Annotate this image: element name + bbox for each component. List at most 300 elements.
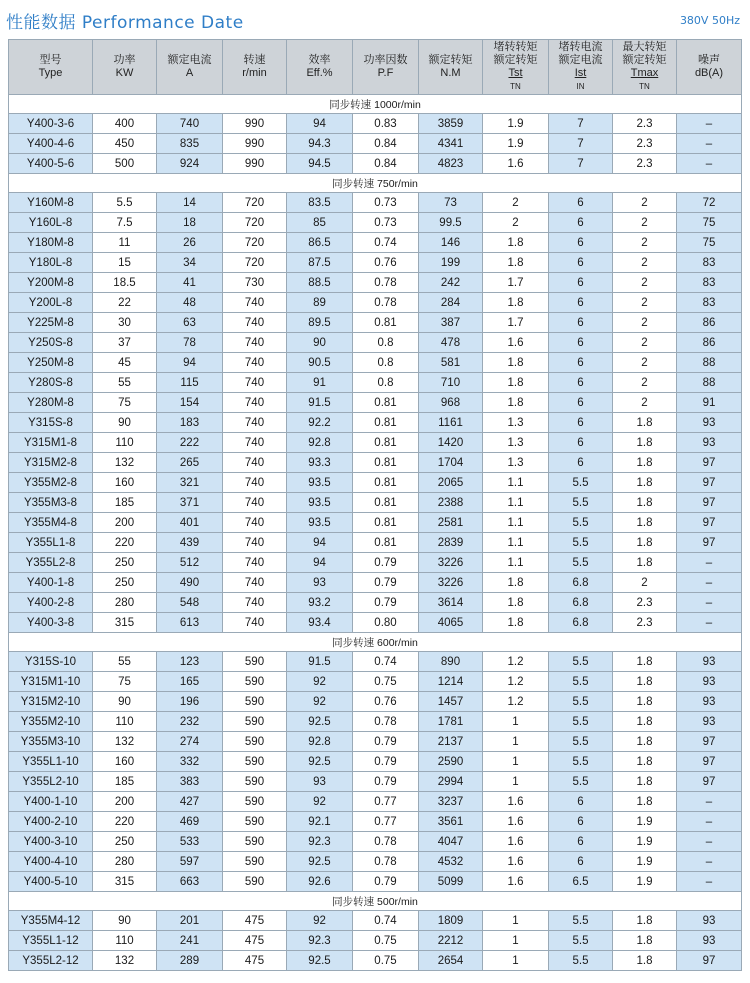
cell-type: Y160L-8 [9, 213, 93, 233]
cell-power: 132 [93, 951, 157, 971]
col-header-current-cn: 额定电流 [167, 54, 212, 66]
cell-torque: 890 [419, 652, 483, 672]
section-label: 同步转速 500r/min [9, 892, 742, 911]
col-header-power-factor-cn: 功率因数 [363, 54, 408, 66]
cell-current: 289 [157, 951, 223, 971]
cell-locked-current-ratio: 7 [549, 114, 613, 134]
cell-locked-torque-ratio: 1.8 [483, 593, 549, 613]
cell-speed: 740 [223, 493, 287, 513]
cell-locked-torque-ratio: 1.8 [483, 353, 549, 373]
cell-power-factor: 0.84 [353, 134, 419, 154]
cell-noise: 97 [677, 752, 742, 772]
cell-efficiency: 88.5 [287, 273, 353, 293]
cell-locked-current-ratio: 6.8 [549, 573, 613, 593]
cell-power-factor: 0.79 [353, 872, 419, 892]
cell-torque: 4065 [419, 613, 483, 633]
cell-speed: 990 [223, 114, 287, 134]
cell-noise: 93 [677, 413, 742, 433]
cell-power-factor: 0.75 [353, 951, 419, 971]
cell-power: 160 [93, 752, 157, 772]
cell-current: 222 [157, 433, 223, 453]
cell-efficiency: 90.5 [287, 353, 353, 373]
col-header-power-factor [353, 40, 419, 95]
cell-efficiency: 92.2 [287, 413, 353, 433]
cell-power: 90 [93, 911, 157, 931]
cell-locked-torque-ratio: 1 [483, 911, 549, 931]
cell-locked-torque-ratio: 1.6 [483, 872, 549, 892]
cell-type: Y315M1-8 [9, 433, 93, 453]
cell-max-torque-ratio: 2 [613, 253, 677, 273]
col-header-max-torque-sym: Tmax [630, 67, 659, 79]
cell-max-torque-ratio: 2 [613, 573, 677, 593]
cell-type: Y400-2-8 [9, 593, 93, 613]
cell-noise: 93 [677, 712, 742, 732]
col-header-torque-unit: N.M [440, 67, 461, 79]
cell-locked-current-ratio: 6 [549, 832, 613, 852]
cell-locked-torque-ratio: 1.2 [483, 652, 549, 672]
cell-noise: 93 [677, 672, 742, 692]
voltage-frequency-spec: 380V 50Hz [679, 14, 740, 27]
cell-efficiency: 94 [287, 553, 353, 573]
cell-current: 613 [157, 613, 223, 633]
cell-type: Y355M2-10 [9, 712, 93, 732]
cell-torque: 2581 [419, 513, 483, 533]
table-row [9, 373, 742, 393]
cell-power-factor: 0.80 [353, 613, 419, 633]
cell-torque: 968 [419, 393, 483, 413]
cell-noise: – [677, 573, 742, 593]
cell-noise: 93 [677, 652, 742, 672]
cell-type: Y355L1-8 [9, 533, 93, 553]
cell-speed: 740 [223, 573, 287, 593]
cell-current: 663 [157, 872, 223, 892]
cell-speed: 590 [223, 872, 287, 892]
cell-efficiency: 87.5 [287, 253, 353, 273]
table-row [9, 752, 742, 772]
cell-current: 94 [157, 353, 223, 373]
col-header-efficiency [287, 40, 353, 95]
cell-locked-current-ratio: 6 [549, 353, 613, 373]
cell-noise: 93 [677, 931, 742, 951]
cell-type: Y280M-8 [9, 393, 93, 413]
cell-efficiency: 92.3 [287, 931, 353, 951]
cell-locked-torque-ratio: 1.7 [483, 273, 549, 293]
col-header-speed [223, 40, 287, 95]
cell-locked-current-ratio: 5.5 [549, 951, 613, 971]
table-row [9, 273, 742, 293]
cell-locked-torque-ratio: 1.1 [483, 553, 549, 573]
cell-noise: 72 [677, 193, 742, 213]
cell-noise: 91 [677, 393, 742, 413]
cell-locked-current-ratio: 6 [549, 413, 613, 433]
cell-max-torque-ratio: 1.8 [613, 433, 677, 453]
col-header-locked-current-den: IN [576, 82, 585, 91]
cell-locked-current-ratio: 5.5 [549, 712, 613, 732]
cell-noise: – [677, 832, 742, 852]
cell-power: 450 [93, 134, 157, 154]
cell-torque: 710 [419, 373, 483, 393]
cell-type: Y315S-10 [9, 652, 93, 672]
table-row [9, 573, 742, 593]
cell-speed: 475 [223, 911, 287, 931]
col-header-speed-cn: 转速 [243, 54, 266, 66]
col-header-efficiency-unit: Eff.% [306, 67, 333, 79]
cell-type: Y250M-8 [9, 353, 93, 373]
cell-power: 45 [93, 353, 157, 373]
cell-current: 48 [157, 293, 223, 313]
table-row [9, 413, 742, 433]
cell-max-torque-ratio: 1.8 [613, 453, 677, 473]
col-header-locked-torque-l1: 堵转转矩 [493, 41, 538, 53]
cell-power: 110 [93, 712, 157, 732]
cell-max-torque-ratio: 1.8 [613, 672, 677, 692]
cell-locked-torque-ratio: 1.3 [483, 433, 549, 453]
cell-current: 63 [157, 313, 223, 333]
cell-max-torque-ratio: 1.8 [613, 652, 677, 672]
cell-power-factor: 0.77 [353, 792, 419, 812]
table-row [9, 453, 742, 473]
cell-noise: – [677, 852, 742, 872]
cell-locked-torque-ratio: 1.8 [483, 613, 549, 633]
cell-torque: 581 [419, 353, 483, 373]
cell-speed: 590 [223, 832, 287, 852]
cell-noise: 88 [677, 353, 742, 373]
cell-torque: 284 [419, 293, 483, 313]
col-header-type-cn: 型号 [39, 54, 62, 66]
table-row [9, 253, 742, 273]
cell-torque: 3237 [419, 792, 483, 812]
cell-max-torque-ratio: 2 [613, 393, 677, 413]
cell-torque: 1420 [419, 433, 483, 453]
cell-power-factor: 0.79 [353, 573, 419, 593]
cell-current: 201 [157, 911, 223, 931]
cell-locked-current-ratio: 6 [549, 393, 613, 413]
cell-max-torque-ratio: 1.9 [613, 872, 677, 892]
cell-efficiency: 93.2 [287, 593, 353, 613]
cell-locked-current-ratio: 5.5 [549, 652, 613, 672]
cell-max-torque-ratio: 2.3 [613, 114, 677, 134]
cell-type: Y160M-8 [9, 193, 93, 213]
cell-current: 196 [157, 692, 223, 712]
cell-speed: 740 [223, 433, 287, 453]
cell-power-factor: 0.77 [353, 812, 419, 832]
cell-torque: 1809 [419, 911, 483, 931]
cell-power: 250 [93, 573, 157, 593]
cell-efficiency: 92 [287, 692, 353, 712]
cell-type: Y400-2-10 [9, 812, 93, 832]
col-header-locked-torque-ratio [483, 40, 549, 95]
cell-locked-torque-ratio: 1.6 [483, 812, 549, 832]
cell-type: Y400-3-10 [9, 832, 93, 852]
cell-speed: 740 [223, 453, 287, 473]
cell-power: 110 [93, 931, 157, 951]
cell-locked-current-ratio: 6.8 [549, 613, 613, 633]
cell-power: 15 [93, 253, 157, 273]
cell-torque: 1781 [419, 712, 483, 732]
cell-power-factor: 0.81 [353, 413, 419, 433]
cell-power: 160 [93, 473, 157, 493]
cell-power: 22 [93, 293, 157, 313]
cell-speed: 740 [223, 313, 287, 333]
col-header-current [157, 40, 223, 95]
cell-locked-torque-ratio: 1.2 [483, 672, 549, 692]
cell-noise: 93 [677, 433, 742, 453]
table-row [9, 134, 742, 154]
cell-efficiency: 93 [287, 772, 353, 792]
cell-noise: 97 [677, 732, 742, 752]
table-row [9, 732, 742, 752]
cell-locked-current-ratio: 6 [549, 852, 613, 872]
cell-speed: 740 [223, 293, 287, 313]
col-header-power [93, 40, 157, 95]
col-header-type-en: Type [38, 67, 63, 79]
col-header-max-torque-ratio [613, 40, 677, 95]
cell-power-factor: 0.75 [353, 672, 419, 692]
cell-speed: 475 [223, 951, 287, 971]
cell-max-torque-ratio: 2 [613, 313, 677, 333]
cell-locked-current-ratio: 5.5 [549, 911, 613, 931]
cell-locked-torque-ratio: 1.9 [483, 134, 549, 154]
cell-speed: 590 [223, 672, 287, 692]
cell-power: 18.5 [93, 273, 157, 293]
cell-locked-torque-ratio: 1.8 [483, 573, 549, 593]
cell-speed: 590 [223, 812, 287, 832]
cell-noise: 83 [677, 293, 742, 313]
cell-current: 401 [157, 513, 223, 533]
table-row [9, 114, 742, 134]
cell-type: Y400-4-6 [9, 134, 93, 154]
cell-locked-current-ratio: 6 [549, 313, 613, 333]
cell-torque: 2065 [419, 473, 483, 493]
cell-max-torque-ratio: 2 [613, 273, 677, 293]
table-row [9, 712, 742, 732]
cell-power: 110 [93, 433, 157, 453]
cell-type: Y355M4-12 [9, 911, 93, 931]
cell-torque: 1704 [419, 453, 483, 473]
cell-current: 165 [157, 672, 223, 692]
cell-max-torque-ratio: 1.8 [613, 732, 677, 752]
cell-max-torque-ratio: 1.8 [613, 911, 677, 931]
cell-max-torque-ratio: 1.8 [613, 931, 677, 951]
cell-torque: 4532 [419, 852, 483, 872]
cell-torque: 3561 [419, 812, 483, 832]
cell-noise: 83 [677, 273, 742, 293]
section-label: 同步转速 600r/min [9, 633, 742, 652]
section-row [9, 633, 742, 652]
cell-efficiency: 93.5 [287, 513, 353, 533]
cell-locked-torque-ratio: 1.6 [483, 154, 549, 174]
cell-speed: 740 [223, 333, 287, 353]
cell-power: 185 [93, 493, 157, 513]
cell-power-factor: 0.79 [353, 732, 419, 752]
cell-max-torque-ratio: 1.9 [613, 832, 677, 852]
section-row [9, 95, 742, 114]
cell-current: 548 [157, 593, 223, 613]
cell-locked-current-ratio: 5.5 [549, 732, 613, 752]
cell-locked-current-ratio: 6 [549, 273, 613, 293]
performance-table [8, 39, 742, 971]
col-header-locked-torque-den: TN [510, 82, 521, 91]
cell-type: Y225M-8 [9, 313, 93, 333]
cell-power: 55 [93, 373, 157, 393]
cell-torque: 387 [419, 313, 483, 333]
cell-current: 154 [157, 393, 223, 413]
cell-torque: 4341 [419, 134, 483, 154]
cell-efficiency: 94 [287, 114, 353, 134]
section-label: 同步转速 1000r/min [9, 95, 742, 114]
cell-noise: 75 [677, 233, 742, 253]
cell-type: Y355L1-10 [9, 752, 93, 772]
cell-power: 132 [93, 453, 157, 473]
col-header-current-unit: A [185, 67, 194, 79]
cell-power: 185 [93, 772, 157, 792]
cell-power: 280 [93, 852, 157, 872]
cell-power-factor: 0.78 [353, 832, 419, 852]
cell-current: 115 [157, 373, 223, 393]
cell-power-factor: 0.78 [353, 712, 419, 732]
cell-noise: – [677, 613, 742, 633]
cell-locked-torque-ratio: 1.3 [483, 413, 549, 433]
cell-noise: 97 [677, 533, 742, 553]
cell-current: 439 [157, 533, 223, 553]
table-row [9, 233, 742, 253]
cell-locked-torque-ratio: 1.1 [483, 473, 549, 493]
table-row [9, 652, 742, 672]
cell-type: Y400-3-6 [9, 114, 93, 134]
cell-efficiency: 85 [287, 213, 353, 233]
cell-power-factor: 0.74 [353, 233, 419, 253]
cell-type: Y315M1-10 [9, 672, 93, 692]
cell-max-torque-ratio: 1.8 [613, 533, 677, 553]
cell-torque: 2212 [419, 931, 483, 951]
cell-max-torque-ratio: 2.3 [613, 154, 677, 174]
cell-locked-torque-ratio: 1.1 [483, 513, 549, 533]
table-row [9, 772, 742, 792]
cell-locked-torque-ratio: 1.7 [483, 313, 549, 333]
cell-max-torque-ratio: 2 [613, 293, 677, 313]
table-row [9, 193, 742, 213]
table-row [9, 333, 742, 353]
cell-noise: – [677, 872, 742, 892]
cell-locked-current-ratio: 6 [549, 453, 613, 473]
cell-efficiency: 92.8 [287, 732, 353, 752]
cell-noise: – [677, 812, 742, 832]
cell-efficiency: 89 [287, 293, 353, 313]
table-row [9, 812, 742, 832]
cell-power-factor: 0.78 [353, 273, 419, 293]
cell-current: 18 [157, 213, 223, 233]
cell-power-factor: 0.81 [353, 393, 419, 413]
table-row [9, 533, 742, 553]
cell-efficiency: 94 [287, 533, 353, 553]
cell-current: 34 [157, 253, 223, 273]
cell-power: 30 [93, 313, 157, 333]
cell-power: 132 [93, 732, 157, 752]
cell-torque: 199 [419, 253, 483, 273]
page-header [0, 0, 750, 36]
cell-max-torque-ratio: 1.8 [613, 553, 677, 573]
cell-locked-current-ratio: 5.5 [549, 772, 613, 792]
cell-locked-current-ratio: 5.5 [549, 692, 613, 712]
cell-current: 78 [157, 333, 223, 353]
cell-current: 14 [157, 193, 223, 213]
cell-torque: 2388 [419, 493, 483, 513]
section-row [9, 892, 742, 911]
cell-current: 274 [157, 732, 223, 752]
cell-speed: 475 [223, 931, 287, 951]
cell-power-factor: 0.79 [353, 772, 419, 792]
cell-torque: 478 [419, 333, 483, 353]
cell-max-torque-ratio: 1.8 [613, 772, 677, 792]
cell-locked-current-ratio: 7 [549, 154, 613, 174]
cell-efficiency: 83.5 [287, 193, 353, 213]
page-title: 性能数据 Performance Date [6, 13, 244, 33]
cell-torque: 4823 [419, 154, 483, 174]
cell-current: 321 [157, 473, 223, 493]
cell-type: Y400-5-6 [9, 154, 93, 174]
cell-efficiency: 93.5 [287, 473, 353, 493]
cell-locked-torque-ratio: 1.8 [483, 373, 549, 393]
table-row [9, 593, 742, 613]
cell-power: 220 [93, 812, 157, 832]
cell-efficiency: 92.5 [287, 951, 353, 971]
cell-current: 183 [157, 413, 223, 433]
cell-locked-torque-ratio: 1 [483, 772, 549, 792]
cell-speed: 720 [223, 233, 287, 253]
cell-locked-current-ratio: 7 [549, 134, 613, 154]
cell-type: Y355L2-10 [9, 772, 93, 792]
cell-type: Y200M-8 [9, 273, 93, 293]
cell-torque: 99.5 [419, 213, 483, 233]
cell-speed: 740 [223, 353, 287, 373]
cell-locked-current-ratio: 6 [549, 792, 613, 812]
col-header-max-torque-l2: 额定转矩 [622, 54, 667, 66]
cell-max-torque-ratio: 2 [613, 193, 677, 213]
cell-power-factor: 0.81 [353, 453, 419, 473]
cell-noise: 97 [677, 453, 742, 473]
table-row [9, 872, 742, 892]
cell-power: 90 [93, 413, 157, 433]
cell-power: 500 [93, 154, 157, 174]
col-header-locked-torque-l2: 额定转矩 [493, 54, 538, 66]
cell-power: 55 [93, 652, 157, 672]
cell-power-factor: 0.8 [353, 373, 419, 393]
cell-locked-torque-ratio: 1.9 [483, 114, 549, 134]
cell-power: 200 [93, 792, 157, 812]
cell-power-factor: 0.81 [353, 473, 419, 493]
col-header-noise-cn: 噪声 [698, 54, 720, 66]
cell-max-torque-ratio: 1.8 [613, 792, 677, 812]
table-row [9, 513, 742, 533]
cell-efficiency: 92.5 [287, 712, 353, 732]
cell-noise: – [677, 134, 742, 154]
cell-power: 200 [93, 513, 157, 533]
cell-type: Y355L2-8 [9, 553, 93, 573]
cell-locked-torque-ratio: 1.3 [483, 453, 549, 473]
cell-noise: 86 [677, 333, 742, 353]
cell-locked-torque-ratio: 2 [483, 213, 549, 233]
cell-locked-current-ratio: 6 [549, 333, 613, 353]
cell-torque: 3226 [419, 553, 483, 573]
cell-locked-current-ratio: 5.5 [549, 931, 613, 951]
cell-type: Y355L1-12 [9, 931, 93, 951]
col-header-torque-cn: 额定转矩 [428, 54, 473, 66]
col-header-noise-unit: dB(A) [694, 67, 724, 79]
cell-power-factor: 0.74 [353, 652, 419, 672]
cell-locked-torque-ratio: 1.8 [483, 293, 549, 313]
cell-power: 90 [93, 692, 157, 712]
col-header-max-torque-l1: 最大转矩 [622, 41, 667, 53]
